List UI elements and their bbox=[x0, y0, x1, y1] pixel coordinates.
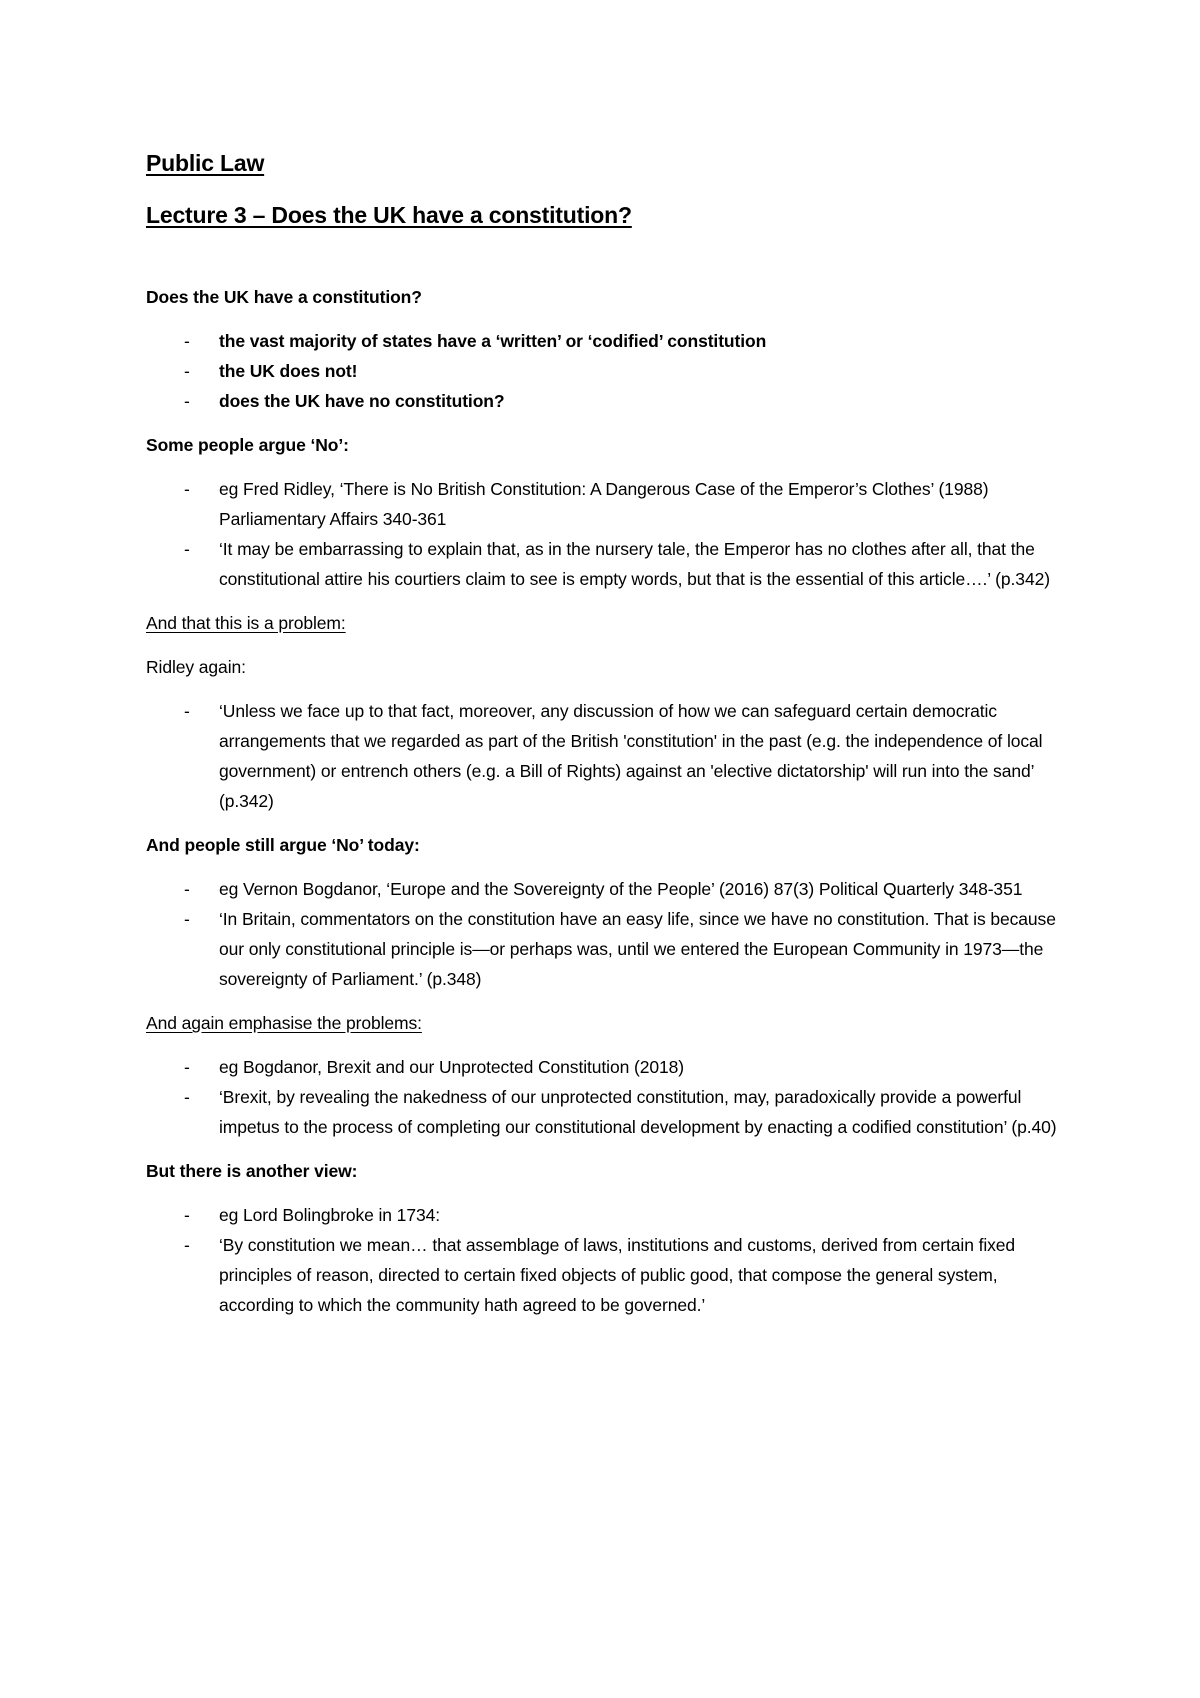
dash-bullet: - bbox=[184, 909, 190, 929]
document-body bbox=[146, 148, 1066, 1334]
list-item-text: eg Fred Ridley, ‘There is No British Constitution: A Dangerous Case of the Emperor’s Clothes’ (1988) Parliamentary Affairs 340-361 bbox=[219, 479, 989, 529]
list-item-text: eg Bogdanor, Brexit and our Unprotected Constitution (2018) bbox=[219, 1057, 684, 1077]
dash-bullet: - bbox=[184, 879, 190, 899]
section-heading: Some people argue ‘No’: bbox=[146, 435, 349, 455]
list-item-text: the UK does not! bbox=[219, 361, 358, 381]
list-item-text: eg Vernon Bogdanor, ‘Europe and the Sovereignty of the People’ (2016) 87(3) Political Quarterly 348-351 bbox=[219, 879, 1023, 899]
list-item-text: does the UK have no constitution? bbox=[219, 391, 505, 411]
dash-bullet: - bbox=[184, 391, 190, 411]
list-item-text: ‘In Britain, commentators on the constitution have an easy life, since we have no constitution. That is because our only constitutional principle is—or perhaps was, until we entered the European Community in 1973—the sovereignty of Parliament.’ (p.348) bbox=[219, 909, 1056, 989]
dash-bullet: - bbox=[184, 539, 190, 559]
bullet-list bbox=[146, 696, 1066, 816]
dash-bullet: - bbox=[184, 701, 190, 721]
bullet-list bbox=[146, 474, 1066, 594]
list-item bbox=[146, 356, 1066, 386]
bullet-list bbox=[146, 1200, 1066, 1320]
list-item-text: ‘Unless we face up to that fact, moreover, any discussion of how we can safeguard certain democratic arrangements that we regarded as part of the British 'constitution' in the past (e.g. the independence of local government) or entrench others (e.g. a Bill of Rights) against an 'elective dictatorship' will run into the sand’ (p.342) bbox=[219, 701, 1043, 811]
section-heading: And that this is a problem: bbox=[146, 613, 346, 633]
bullet-list bbox=[146, 874, 1066, 994]
list-item bbox=[146, 696, 1066, 816]
list-item-text: eg Lord Bolingbroke in 1734: bbox=[219, 1205, 440, 1225]
dash-bullet: - bbox=[184, 1087, 190, 1107]
dash-bullet: - bbox=[184, 361, 190, 381]
list-item bbox=[146, 534, 1066, 594]
list-item bbox=[146, 1052, 1066, 1082]
list-item bbox=[146, 1200, 1066, 1230]
list-item bbox=[146, 326, 1066, 356]
dash-bullet: - bbox=[184, 479, 190, 499]
section-heading: Does the UK have a constitution? bbox=[146, 287, 422, 307]
bullet-list bbox=[146, 326, 1066, 416]
list-item-text: ‘By constitution we mean… that assemblage of laws, institutions and customs, derived from certain fixed principles of reason, directed to certain fixed objects of public good, that compose the general system, according to which the community hath agreed to be governed.’ bbox=[219, 1235, 1016, 1315]
dash-bullet: - bbox=[184, 331, 190, 351]
bullet-list bbox=[146, 1052, 1066, 1142]
document-title: Public Law bbox=[146, 150, 265, 176]
section-heading: And again emphasise the problems: bbox=[146, 1013, 422, 1033]
list-item bbox=[146, 904, 1066, 994]
list-item bbox=[146, 1230, 1066, 1320]
list-item bbox=[146, 386, 1066, 416]
dash-bullet: - bbox=[184, 1057, 190, 1077]
dash-bullet: - bbox=[184, 1235, 190, 1255]
section-heading: But there is another view: bbox=[146, 1161, 358, 1181]
list-item bbox=[146, 874, 1066, 904]
lecture-title: Lecture 3 – Does the UK have a constitution? bbox=[146, 202, 632, 228]
list-item-text: ‘It may be embarrassing to explain that, as in the nursery tale, the Emperor has no clothes after all, that the constitutional attire his courtiers claim to see is empty words, but that is the essential of this article….’ (p.342) bbox=[219, 539, 1050, 589]
section-heading: Ridley again: bbox=[146, 657, 246, 677]
list-item bbox=[146, 1082, 1066, 1142]
dash-bullet: - bbox=[184, 1205, 190, 1225]
list-item bbox=[146, 474, 1066, 534]
list-item-text: the vast majority of states have a ‘written’ or ‘codified’ constitution bbox=[219, 331, 767, 351]
list-item-text: ‘Brexit, by revealing the nakedness of our unprotected constitution, may, paradoxically provide a powerful impetus to the process of completing our constitutional development by enacting a codified constitution’ (p.40) bbox=[219, 1087, 1057, 1137]
section-heading: And people still argue ‘No’ today: bbox=[146, 835, 420, 855]
